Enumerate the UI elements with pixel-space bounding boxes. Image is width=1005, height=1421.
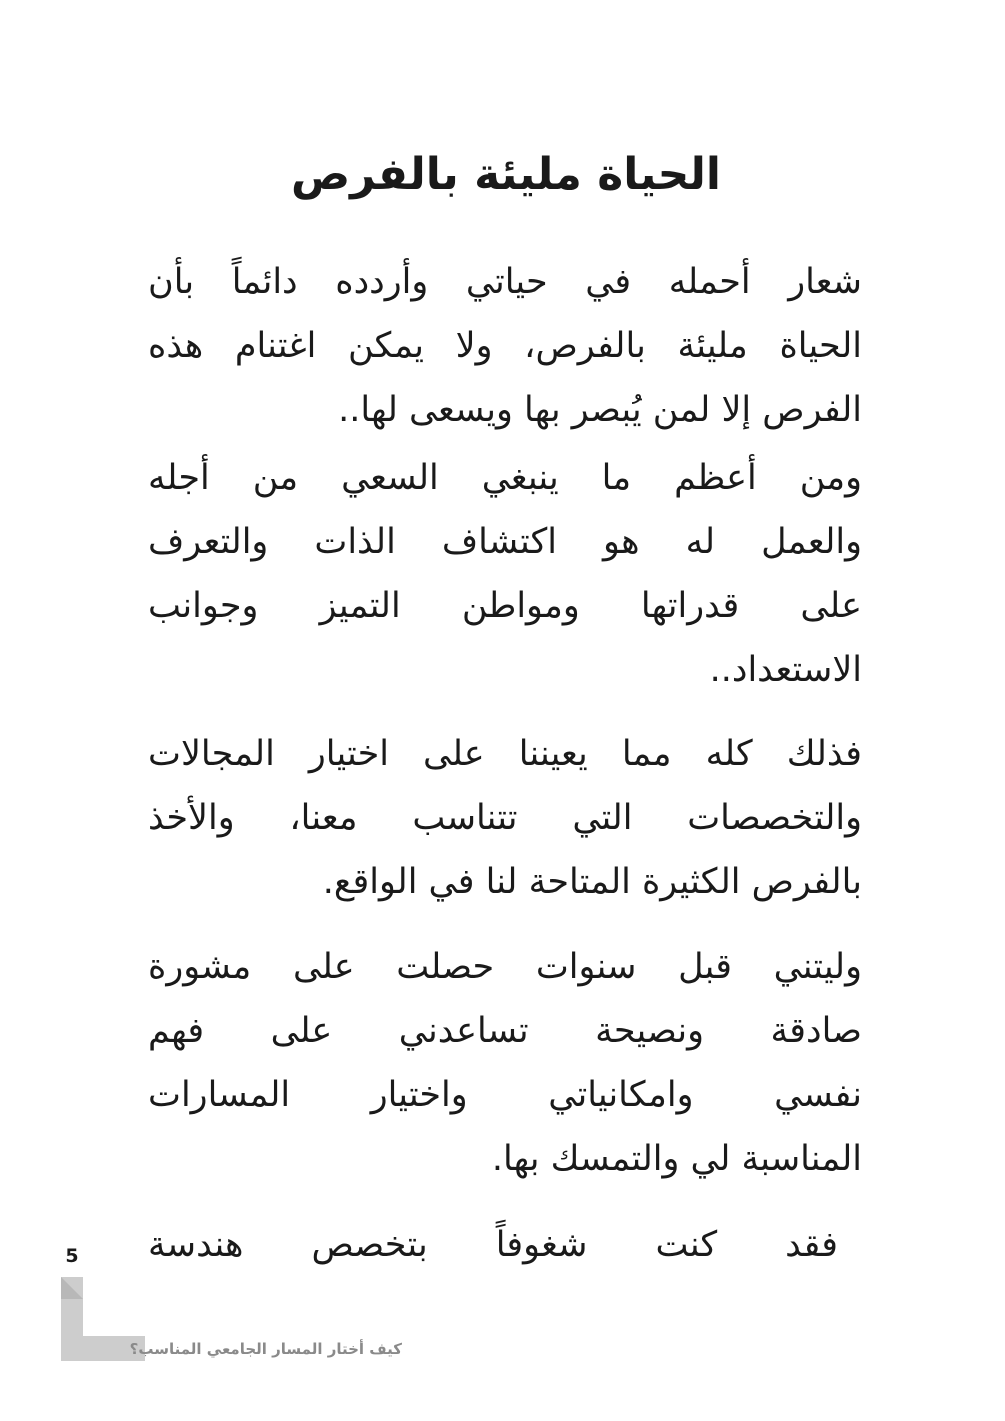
- text-line: الحياة مليئة بالفرص، ولا يمكن اغتنام هذه: [148, 326, 862, 366]
- text-line: بالفرص الكثيرة المتاحة لنا في الواقع.: [322, 862, 862, 902]
- text-line: الفرص إلا لمن يُبصر بها ويسعى لها..: [338, 390, 862, 430]
- paragraph-3: [148, 722, 862, 914]
- page-title: الحياة مليئة بالفرص: [290, 149, 721, 200]
- paragraph-4: [148, 935, 862, 1191]
- text-line: الاستعداد..: [709, 650, 862, 690]
- text-line: صادقة ونصيحة تساعدني على فهم: [148, 1011, 862, 1051]
- text-line: فذلك كله مما يعيننا على اختيار المجالات: [148, 734, 862, 774]
- book-title-footer: كيف أختار المسار الجامعي المناسب؟: [129, 1340, 402, 1358]
- text-line: المناسبة لي والتمسك بها.: [491, 1139, 862, 1179]
- text-line: فقد كنت شغوفاً بتخصص هندسة: [148, 1225, 838, 1265]
- paragraph-5: [148, 1213, 838, 1277]
- text-line: وليتني قبل سنوات حصلت على مشورة: [148, 947, 862, 987]
- page-number: 5: [65, 1245, 79, 1267]
- text-line: على قدراتها ومواطن التميز وجوانب: [148, 586, 862, 626]
- footer-decoration-shade: [61, 1277, 83, 1299]
- text-line: والعمل له هو اكتشاف الذات والتعرف: [148, 522, 862, 562]
- paragraph-2: [148, 446, 862, 702]
- text-line: ومن أعظم ما ينبغي السعي من أجله: [148, 458, 862, 498]
- paragraph-1: [148, 250, 862, 442]
- text-line: والتخصصات التي تتناسب معنا، والأخذ: [148, 798, 862, 838]
- text-line: شعار أحمله في حياتي وأردده دائماً بأن: [148, 262, 862, 302]
- text-line: نفسي وامكانياتي واختيار المسارات: [148, 1075, 862, 1115]
